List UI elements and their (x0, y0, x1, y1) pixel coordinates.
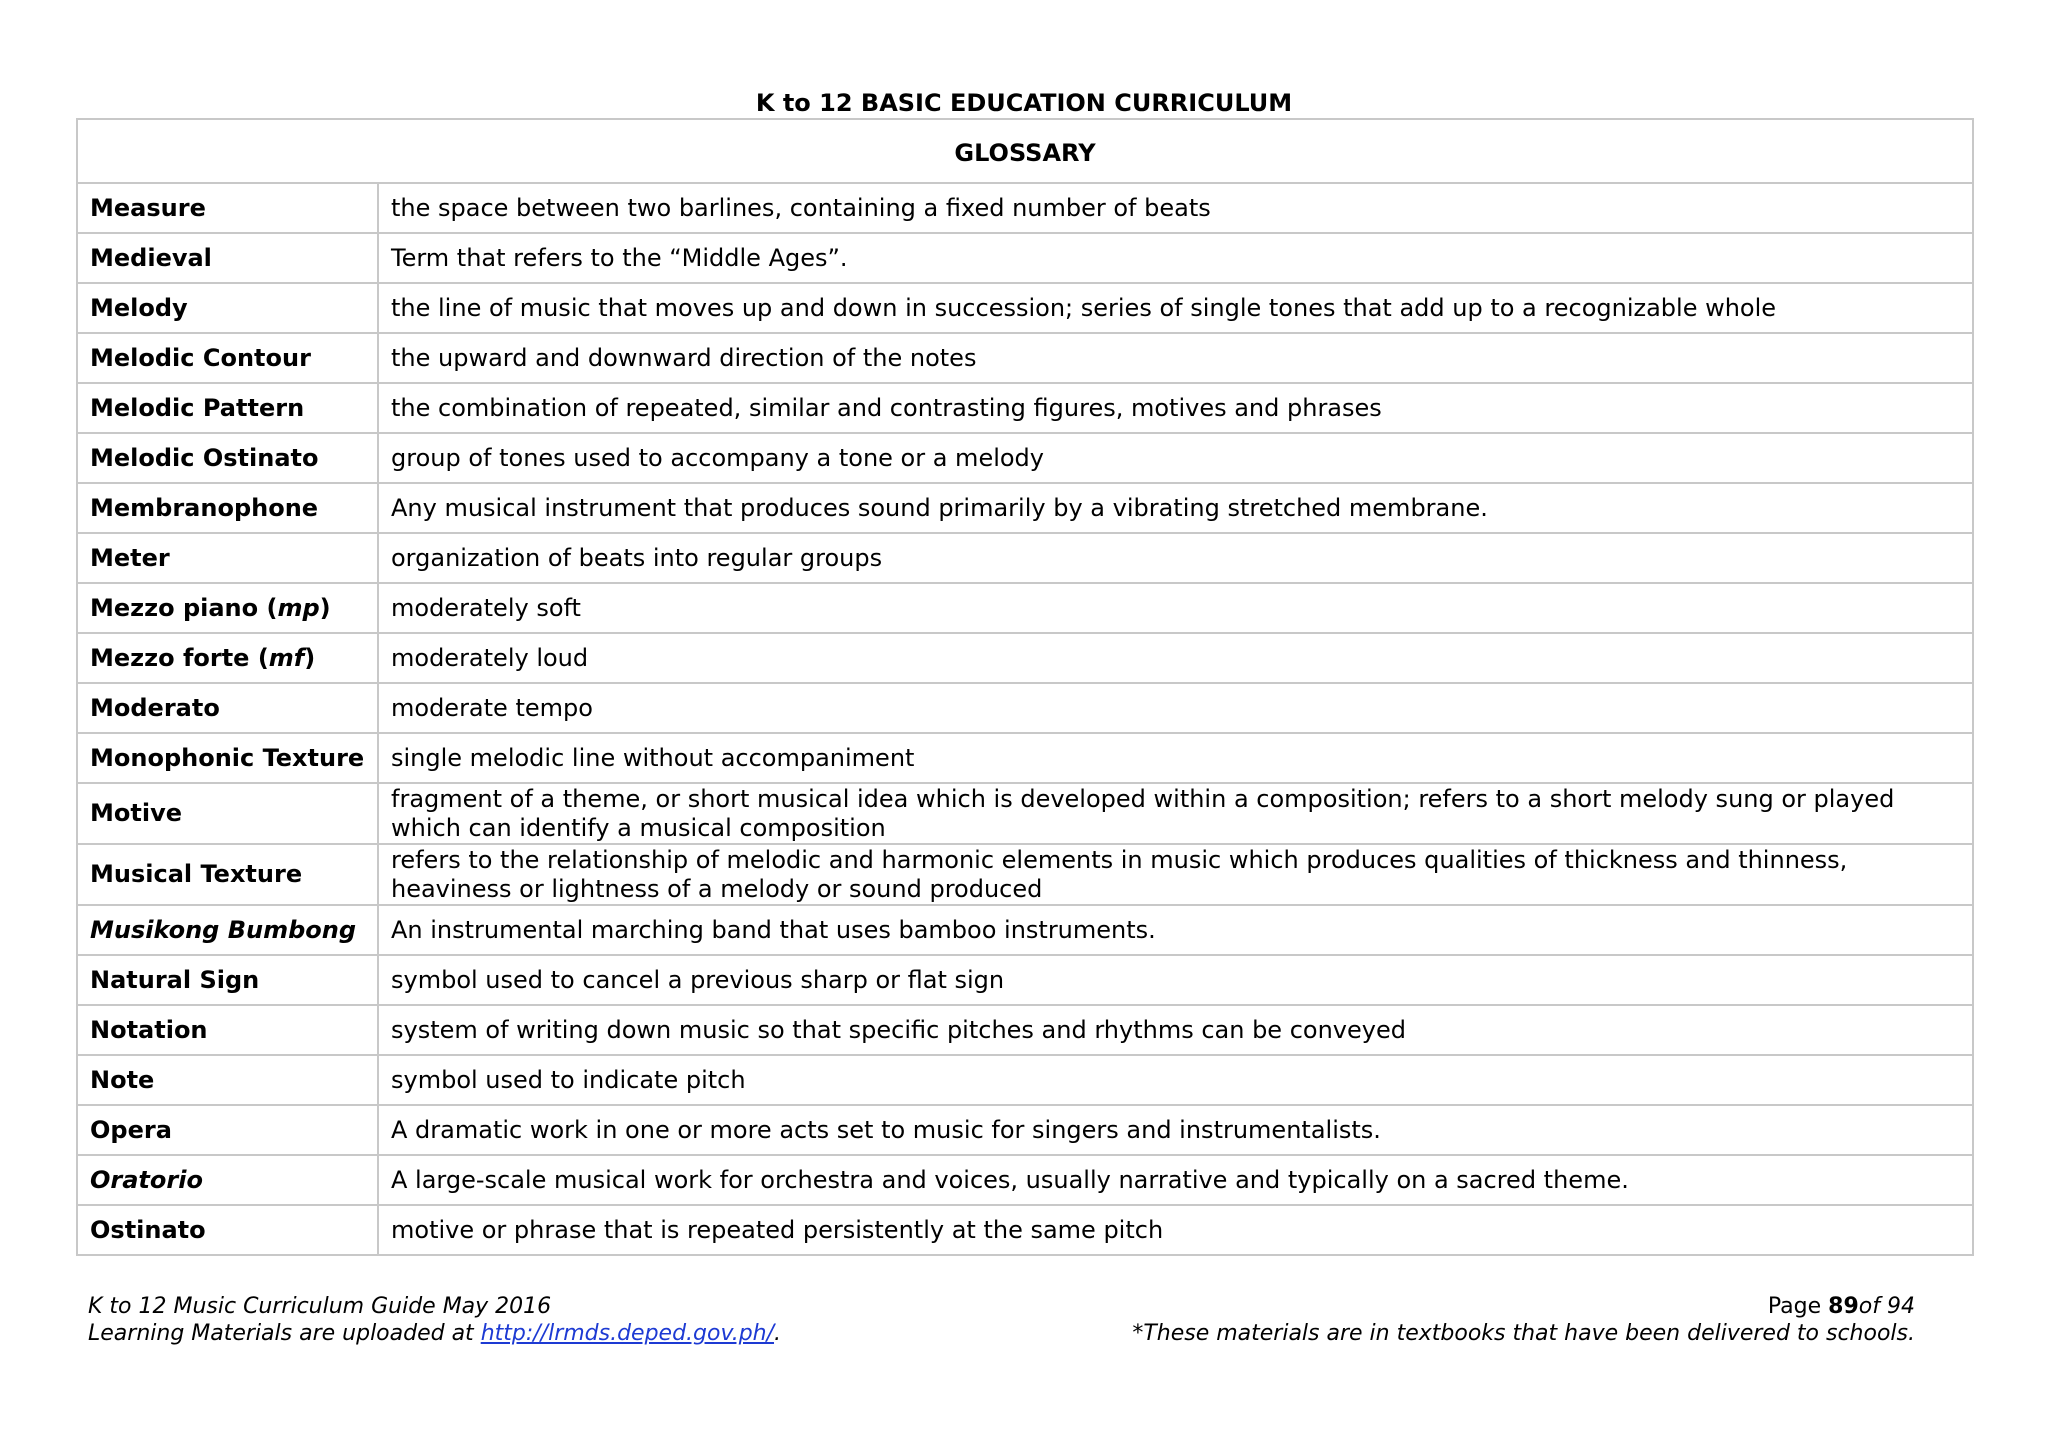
term-cell: Melody (77, 283, 378, 333)
footer-right (1132, 1293, 1915, 1347)
term-text: Mezzo forte ( (90, 643, 269, 672)
table-row (77, 333, 1973, 383)
term-cell: Medieval (77, 233, 378, 283)
term-cell: Measure (77, 183, 378, 233)
term-cell: Motive (77, 783, 378, 844)
term-cell: Opera (77, 1105, 378, 1155)
glossary-heading: GLOSSARY (77, 119, 1973, 183)
table-row (77, 844, 1973, 905)
definition-cell: the space between two barlines, containing a fixed number of beats (378, 183, 1973, 233)
table-row (77, 905, 1973, 955)
table-row (77, 1155, 1973, 1205)
term-cell: Natural Sign (77, 955, 378, 1005)
term-text-end: ) (304, 643, 316, 672)
term-text-end: ) (319, 593, 331, 622)
table-row (77, 183, 1973, 233)
table-row (77, 1205, 1973, 1255)
term-cell: Notation (77, 1005, 378, 1055)
term-abbreviation: mf (268, 643, 305, 672)
definition-cell: single melodic line without accompaniment (378, 733, 1973, 783)
term-cell: Melodic Contour (77, 333, 378, 383)
definition-cell: motive or phrase that is repeated persistently at the same pitch (378, 1205, 1973, 1255)
table-row (77, 283, 1973, 333)
table-row (77, 1055, 1973, 1105)
term-cell (77, 633, 378, 683)
term-cell: Musikong Bumbong (77, 905, 378, 955)
term-cell: Melodic Pattern (77, 383, 378, 433)
definition-cell: Any musical instrument that produces sound primarily by a vibrating stretched membrane. (378, 483, 1973, 533)
term-cell: Ostinato (77, 1205, 378, 1255)
definition-cell: A dramatic work in one or more acts set to music for singers and instrumentalists. (378, 1105, 1973, 1155)
term-cell: Monophonic Texture (77, 733, 378, 783)
term-cell: Meter (77, 533, 378, 583)
term-text: Mezzo piano ( (90, 593, 278, 622)
table-row (77, 1005, 1973, 1055)
term-cell: Moderato (77, 683, 378, 733)
definition-cell: organization of beats into regular groups (378, 533, 1973, 583)
table-row (77, 583, 1973, 633)
definition-cell: the combination of repeated, similar and contrasting figures, motives and phrases (378, 383, 1973, 433)
footer-note: *These materials are in textbooks that have been delivered to schools. (1132, 1321, 1915, 1346)
footer-upload-line (88, 1320, 781, 1347)
table-row (77, 683, 1973, 733)
table-row (77, 783, 1973, 844)
page-number: 89 (1828, 1294, 1859, 1319)
term-cell: Membranophone (77, 483, 378, 533)
definition-cell: symbol used to cancel a previous sharp or flat sign (378, 955, 1973, 1005)
term-cell: Melodic Ostinato (77, 433, 378, 483)
lrmds-link[interactable]: http://lrmds.deped.gov.ph/ (480, 1321, 775, 1346)
term-cell: Note (77, 1055, 378, 1105)
page-label: Page (1767, 1294, 1829, 1319)
term-cell: Oratorio (77, 1155, 378, 1205)
definition-cell: symbol used to indicate pitch (378, 1055, 1973, 1105)
footer-guide-text: K to 12 Music Curriculum Guide May 2016 (88, 1294, 552, 1319)
glossary-table (76, 118, 1974, 1256)
page-indicator (1132, 1293, 1915, 1320)
definition-cell: moderately loud (378, 633, 1973, 683)
definition-cell: fragment of a theme, or short musical idea which is developed within a composition; refers to a short melody sung or played which can identify a musical composition (378, 783, 1973, 844)
definition-cell: A large-scale musical work for orchestra and voices, usually narrative and typically on a sacred theme. (378, 1155, 1973, 1205)
definition-cell: the line of music that moves up and down in succession; series of single tones that add up to a recognizable whole (378, 283, 1973, 333)
table-row (77, 383, 1973, 433)
term-abbreviation: mp (277, 593, 320, 622)
definition-cell: refers to the relationship of melodic and harmonic elements in music which produces qualities of thickness and thinness, heaviness or lightness of a melody or sound produced (378, 844, 1973, 905)
definition-cell: An instrumental marching band that uses bamboo instruments. (378, 905, 1973, 955)
table-row (77, 433, 1973, 483)
table-row (77, 1105, 1973, 1155)
definition-cell: the upward and downward direction of the notes (378, 333, 1973, 383)
table-row (77, 483, 1973, 533)
table-row (77, 955, 1973, 1005)
table-row (77, 633, 1973, 683)
glossary-heading-row (77, 119, 1973, 183)
footer-upload-suffix: . (774, 1321, 782, 1346)
definition-cell: moderately soft (378, 583, 1973, 633)
table-row (77, 733, 1973, 783)
definition-cell: group of tones used to accompany a tone or a melody (378, 433, 1973, 483)
term-cell (77, 583, 378, 633)
term-cell: Musical Texture (77, 844, 378, 905)
page-total: of 94 (1858, 1294, 1915, 1319)
table-row (77, 533, 1973, 583)
footer-upload-text: Learning Materials are uploaded at (88, 1321, 481, 1346)
definition-cell: moderate tempo (378, 683, 1973, 733)
table-row (77, 233, 1973, 283)
document-title: K to 12 BASIC EDUCATION CURRICULUM (755, 89, 1293, 117)
definition-cell: Term that refers to the “Middle Ages”. (378, 233, 1973, 283)
definition-cell: system of writing down music so that specific pitches and rhythms can be conveyed (378, 1005, 1973, 1055)
footer-left (88, 1293, 781, 1347)
